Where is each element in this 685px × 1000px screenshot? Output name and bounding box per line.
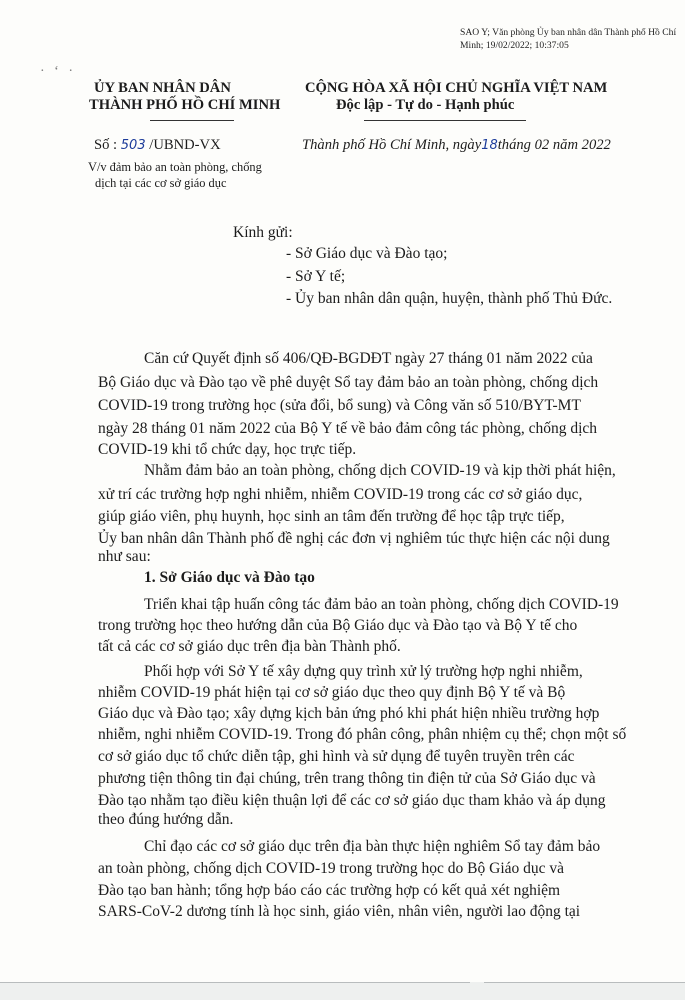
section-heading: 1. Sở Giáo dục và Đào tạo xyxy=(144,569,315,586)
body-line: nhiễm COVID-19 phát hiện tại cơ sở giáo dục theo quy định Bộ Y tế và Bộ xyxy=(98,684,566,701)
body-line: COVID-19 trong trường học (sửa đổi, bổ sung) và Công văn số 510/BYT-MT xyxy=(98,397,581,414)
body-line: trong trường học theo hướng dẫn của Bộ Giáo dục và Đào tạo và Bộ Y tế cho xyxy=(98,617,578,634)
body-line: COVID-19 khi tổ chức dạy, học trực tiếp. xyxy=(98,441,357,458)
body-line: như sau: xyxy=(98,548,151,565)
body-line: xử trí các trường hợp nghi nhiễm, nhiễm COVID-19 trong các cơ sở giáo dục, xyxy=(98,486,583,503)
subject-line2: dịch tại các cơ sở giáo dục xyxy=(95,176,227,190)
page-edge-line xyxy=(0,982,685,983)
place-date xyxy=(302,137,611,154)
subject-line1: V/v đảm bảo an toàn phòng, chống xyxy=(88,160,262,174)
body-line: Đào tạo ban hành; tổng hợp báo cáo các trường hợp có kết quả xét nghiệm xyxy=(98,882,561,899)
page-edge-gap xyxy=(470,982,484,983)
org-name-line1: ỦY BAN NHÂN DÂN xyxy=(94,80,231,96)
body-line: Chỉ đạo các cơ sở giáo dục trên địa bàn thực hiện nghiêm Sổ tay đảm bảo xyxy=(144,838,601,855)
body-line: Đào tạo nhằm tạo điều kiện thuận lợi để các cơ sở giáo dục tham khảo và áp dụng xyxy=(98,792,606,809)
recipient-item: - Sở Giáo dục và Đào tạo; xyxy=(286,245,448,262)
scan-bottom-edge xyxy=(0,982,685,1000)
recipient-item: - Sở Y tế; xyxy=(286,268,346,285)
body-line: Triển khai tập huấn công tác đảm bảo an toàn phòng, chống dịch COVID-19 xyxy=(144,596,619,613)
place-date-suffix: tháng 02 năm 2022 xyxy=(497,137,611,153)
national-title: CỘNG HÒA XÃ HỘI CHỦ NGHĨA VIỆT NAM xyxy=(305,80,608,96)
place-date-day-handwritten: 18 xyxy=(481,138,498,153)
body-line: phương tiện thông tin đại chúng, trên trang thông tin điện tử của Sở Giáo dục và xyxy=(98,770,596,787)
body-line: giúp giáo viên, phụ huynh, học sinh an tâm đến trường để học tập trực tiếp, xyxy=(98,508,565,525)
body-line: an toàn phòng, chống dịch COVID-19 trong trường học do Bộ Giáo dục và xyxy=(98,860,565,877)
doc-no-suffix: /UBND-VX xyxy=(149,137,221,153)
motto-underline xyxy=(364,120,526,121)
copy-stamp: SAO Y; Văn phòng Ủy ban nhân dân Thành phố Hồ Chí Minh; 19/02/2022; 10:37:05 xyxy=(460,27,677,51)
document-number xyxy=(94,137,221,154)
body-line: nhiễm, nghi nhiễm COVID-19. Trong đó phân công, phân nhiệm cụ thể; chọn một số xyxy=(98,726,627,743)
body-line: SARS-CoV-2 dương tính là học sinh, giáo viên, nhân viên, người lao động tại xyxy=(98,903,581,920)
org-name-line2: THÀNH PHỐ HỒ CHÍ MINH xyxy=(89,97,281,113)
body-line: Giáo dục và Đào tạo; xây dựng kịch bản ứng phó khi phát hiện nhiều trường hợp xyxy=(98,705,600,722)
body-line: theo đúng hướng dẫn. xyxy=(98,811,234,828)
body-line: Căn cứ Quyết định số 406/QĐ-BGDĐT ngày 27 tháng 01 năm 2022 của xyxy=(144,350,593,367)
body-line: cơ sở giáo dục tổ chức diễn tập, ghi hình và sử dụng để tuyên truyền trên các xyxy=(98,748,575,765)
body-line: tất cả các cơ sở giáo dục trên địa bàn Thành phố. xyxy=(98,638,401,655)
place-date-prefix: Thành phố Hồ Chí Minh, ngày xyxy=(302,137,482,153)
scan-specks: · ‘ · xyxy=(40,64,76,79)
national-motto: Độc lập - Tự do - Hạnh phúc xyxy=(336,97,515,113)
doc-no-handwritten: 503 xyxy=(120,138,146,153)
recipients-greeting: Kính gửi: xyxy=(233,224,293,241)
body-line: Phối hợp với Sở Y tế xây dựng quy trình xử lý trường hợp nghi nhiễm, xyxy=(144,663,583,680)
body-line: Bộ Giáo dục và Đào tạo về phê duyệt Sổ tay đảm bảo an toàn phòng, chống dịch xyxy=(98,374,599,391)
body-line: Ủy ban nhân dân Thành phố đề nghị các đơn vị nghiêm túc thực hiện các nội dung xyxy=(98,530,610,547)
body-line: Nhằm đảm bảo an toàn phòng, chống dịch COVID-19 và kịp thời phát hiện, xyxy=(144,462,616,479)
org-underline xyxy=(150,120,234,121)
body-line: ngày 28 tháng 01 năm 2022 của Bộ Y tế về bảo đảm công tác phòng, chống dịch xyxy=(98,420,598,437)
doc-no-prefix: Số : xyxy=(94,137,118,153)
recipient-item: - Ủy ban nhân dân quận, huyện, thành phố Thủ Đức. xyxy=(286,290,613,307)
